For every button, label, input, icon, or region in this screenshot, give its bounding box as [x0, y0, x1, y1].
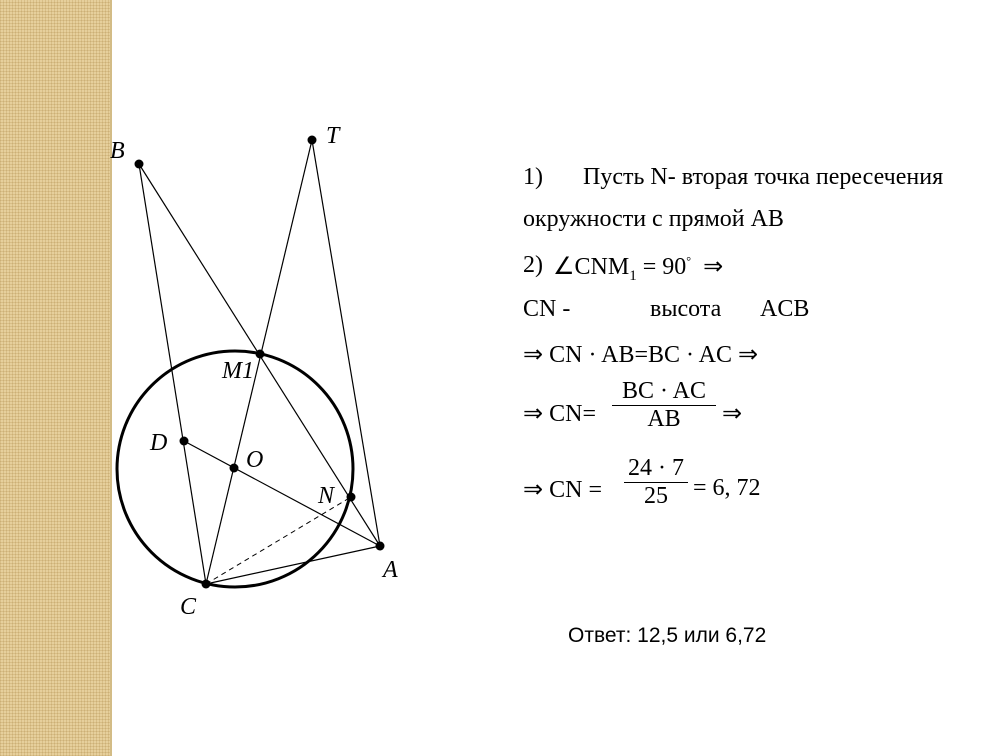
step-1-text: Пусть N- вторая точка пересечения — [583, 164, 944, 190]
step-2-triangle: ACB — [760, 296, 810, 322]
step-2-word: высота — [650, 296, 722, 322]
step-2-product: ⇒ CN · AB=BC · AC ⇒ — [523, 342, 759, 368]
fraction-bc-ac-over-ab — [612, 378, 716, 433]
step-1-number: 1) — [523, 164, 543, 190]
label-T: T — [326, 123, 340, 149]
step-2-number: 2) — [523, 252, 543, 278]
step-2-cn-lead: ⇒ CN= — [523, 401, 596, 427]
point-A — [376, 542, 385, 551]
angle-subscript: 1 — [629, 267, 637, 284]
segment-CA — [206, 546, 380, 584]
angle-value: = 90 — [642, 254, 687, 280]
label-M1: M1 — [222, 358, 254, 384]
fraction-numerator-values: 24 · 7 — [628, 455, 684, 481]
implies-arrow: ⇒ — [703, 254, 724, 280]
step-2-arrow: ⇒ — [722, 401, 743, 427]
label-D: D — [150, 430, 168, 456]
step-2-formula — [553, 252, 723, 285]
label-B: B — [110, 138, 125, 164]
label-O: O — [246, 447, 264, 473]
point-N — [347, 493, 356, 502]
point-T — [308, 136, 317, 145]
label-C: C — [180, 594, 197, 620]
step-2-cn: CN - — [523, 296, 571, 322]
angle-cnm: ∠CNM — [553, 254, 630, 280]
degree-sign: ° — [686, 254, 692, 268]
fraction-denominator: AB — [647, 406, 681, 432]
point-C — [202, 580, 211, 589]
point-B — [135, 160, 144, 169]
step-2-result-lead: ⇒ CN = — [523, 477, 602, 503]
fraction-numerator: BC · AC — [621, 378, 707, 404]
step-2-result-value: = 6, 72 — [693, 475, 761, 501]
step-1-continuation: окружности с прямой AB — [523, 206, 784, 232]
point-D — [180, 437, 189, 446]
point-M1 — [256, 350, 265, 359]
label-A: A — [383, 557, 398, 583]
answer-text: Ответ: 12,5 или 6,72 — [568, 624, 767, 647]
fraction-24x7-over-25 — [624, 455, 688, 510]
segment-BC — [139, 164, 206, 584]
fraction-denominator-values: 25 — [644, 483, 668, 509]
point-O — [230, 464, 239, 473]
label-N: N — [318, 483, 335, 509]
